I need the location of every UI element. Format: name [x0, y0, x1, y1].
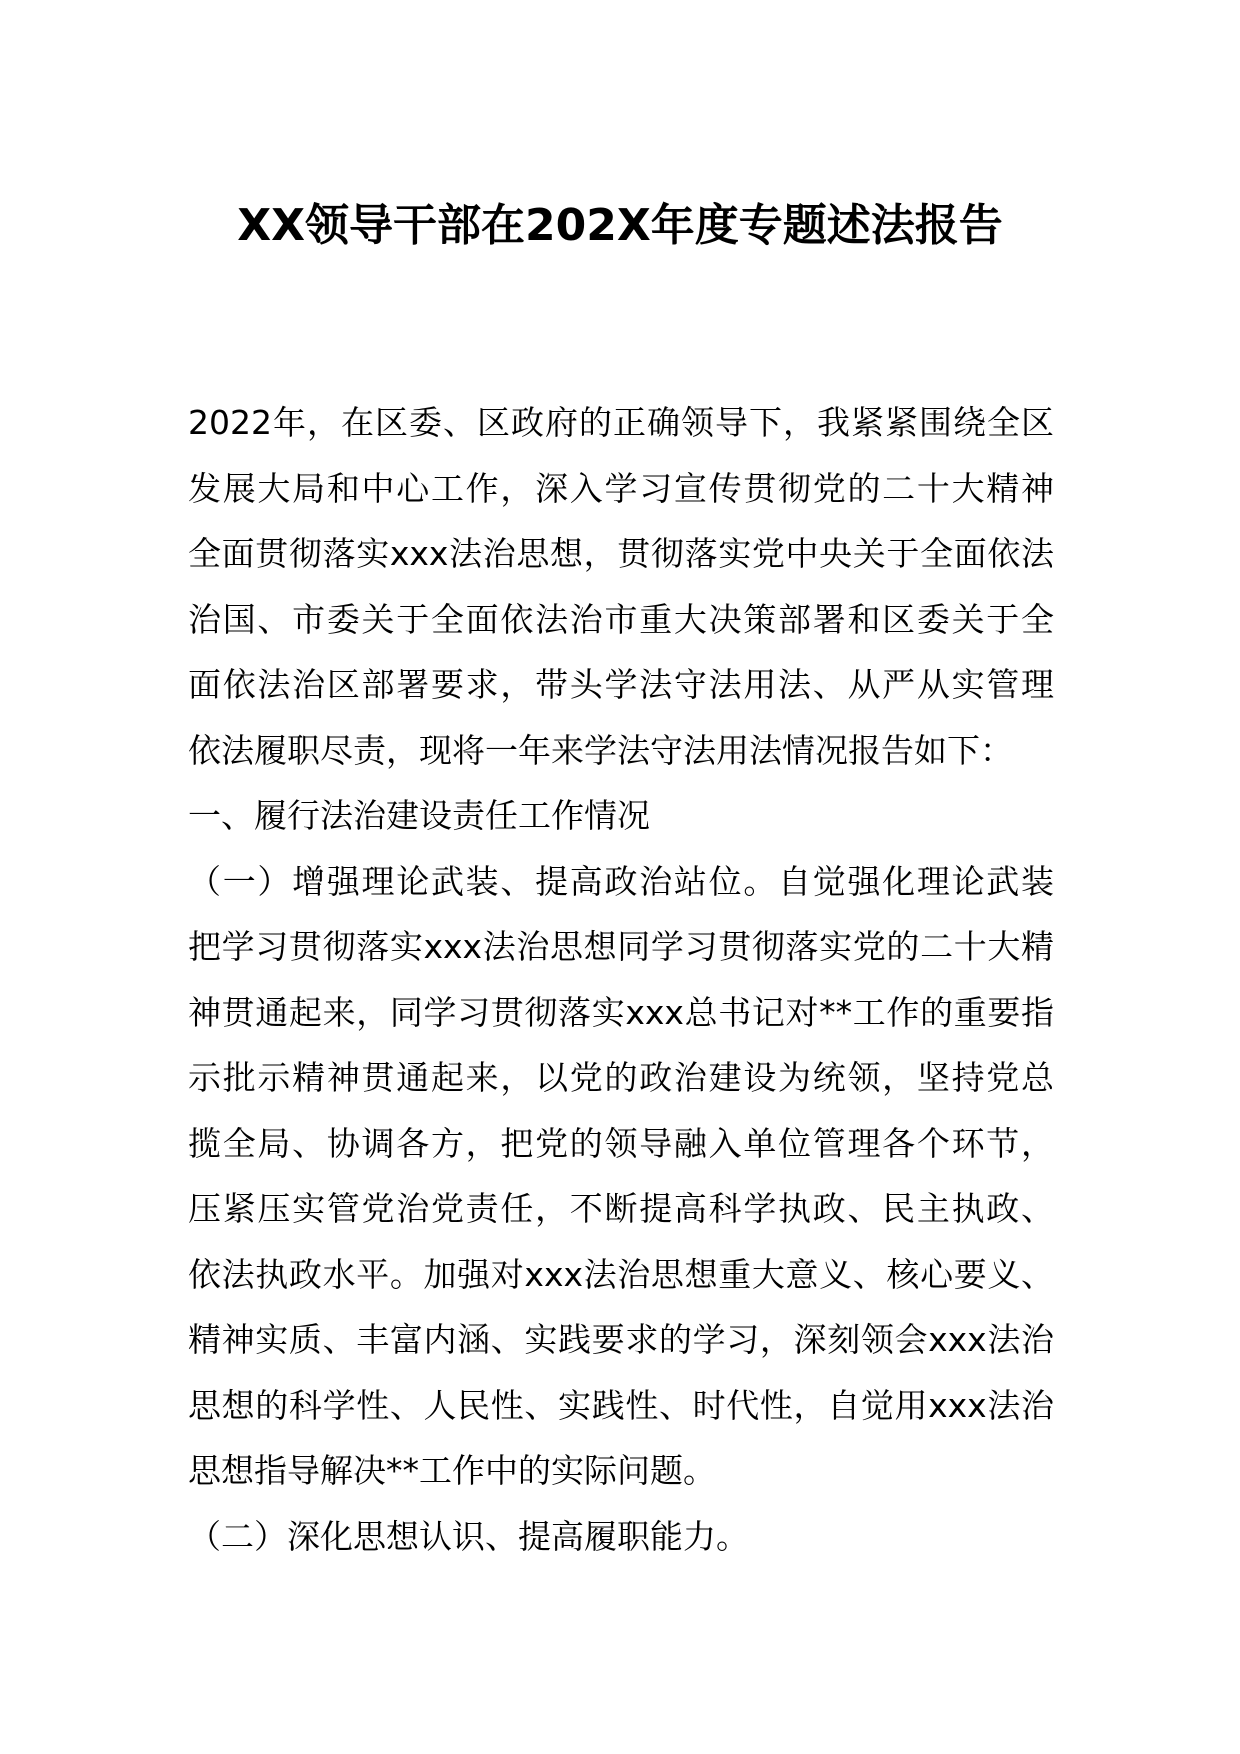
body-text-line: 治国、市委关于全面依法治市重大决策部署和区委关于全 [188, 599, 1054, 639]
body-text-line: 思想的科学性、人民性、实践性、时代性，自觉用xxx法治 [188, 1385, 1054, 1425]
body-text-line: 全面贯彻落实xxx法治思想，贯彻落实党中央关于全面依法 [188, 534, 1054, 573]
body-text-line: 把学习贯彻落实xxx法治思想同学习贯彻落实党的二十大精 [188, 927, 1054, 966]
body-text-line: 依法执政水平。加强对xxx法治思想重大意义、核心要义、 [188, 1254, 1054, 1294]
body-text-line: 示批示精神贯通起来，以党的政治建设为统领，坚持党总 [188, 1058, 1054, 1097]
body-text-line: 神贯通起来，同学习贯彻落实xxx总书记对**工作的重要指 [188, 992, 1054, 1032]
body-text-line: 面依法治区部署要求，带头学法守法用法、从严从实管理 [188, 665, 1054, 704]
body-text-line: 思想指导解决**工作中的实际问题。 [188, 1451, 716, 1490]
body-text-line: 2022年，在区委、区政府的正确领导下，我紧紧围绕全区 [188, 403, 1054, 442]
document-body [188, 390, 1054, 1569]
body-text-line: 揽全局、协调各方，把党的领导融入单位管理各个环节， [188, 1123, 1054, 1163]
body-text-line: （二）深化思想认识、提高履职能力。 [188, 1516, 749, 1556]
body-text-line: （一）增强理论武装、提高政治站位。自觉强化理论武装 [188, 861, 1054, 901]
body-text-line: 一、履行法治建设责任工作情况 [188, 796, 650, 835]
body-text-line: 发展大局和中心工作，深入学习宣传贯彻党的二十大精神 [188, 468, 1054, 508]
body-text-line: 依法履职尽责，现将一年来学法守法用法情况报告如下： [188, 730, 1013, 770]
document-title: XX领导干部在202X年度专题述法报告 [237, 200, 1003, 251]
body-text-line: 压紧压实管党治党责任，不断提高科学执政、民主执政、 [188, 1189, 1054, 1228]
body-text-line: 精神实质、丰富内涵、实践要求的学习，深刻领会xxx法治 [188, 1320, 1054, 1359]
